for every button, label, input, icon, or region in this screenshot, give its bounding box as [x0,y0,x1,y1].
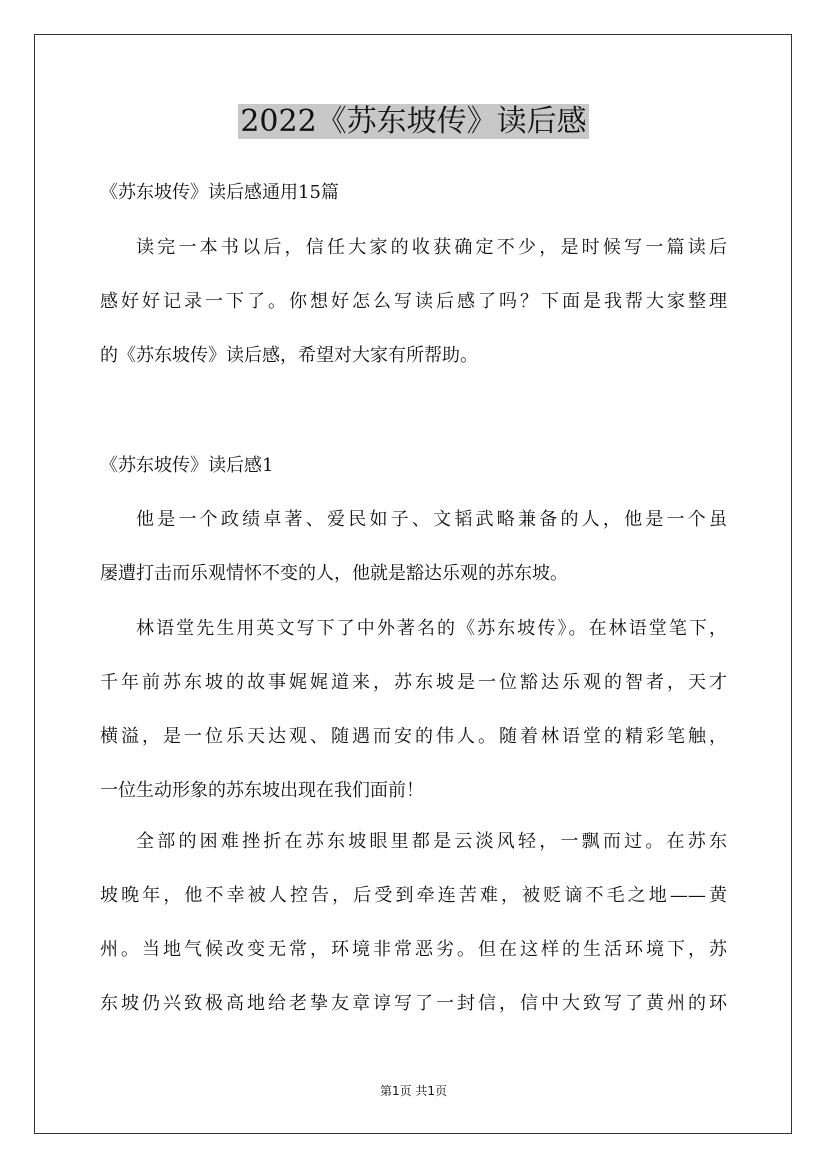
subtitle: 《苏东坡传》读后感通用15篇 [100,182,339,203]
paragraph-line: 屡遭打击而乐观情怀不变的人，他就是豁达乐观的苏东坡。 [100,563,568,584]
intro-line: 读完一本书以后，信任大家的收获确定不少，是时候写一篇读后 [136,237,727,258]
paragraph-line: 千年前苏东坡的故事娓娓道来，苏东坡是一位豁达乐观的智者，天才 [100,672,727,693]
section-heading: 《苏东坡传》读后感1 [100,455,274,476]
page-footer: 第1页 共1页 [379,1084,448,1098]
paragraph-line: 林语堂先生用英文写下了中外著名的《苏东坡传》。在林语堂笔下， [136,618,727,639]
intro-line: 的《苏东坡传》读后感，希望对大家有所帮助。 [100,345,478,366]
paragraph-2 [100,602,727,818]
paragraph-line: 州。当地气候改变无常，环境非常恶劣。但在这样的生活环境下，苏 [100,939,727,960]
document-title-container [0,100,827,144]
paragraph-3 [100,815,727,1031]
paragraph-line: 一位生动形象的苏东坡出现在我们面前！ [100,780,424,801]
paragraph-line: 全部的困难挫折在苏东坡眼里都是云淡风轻，一飘而过。在苏东 [136,831,727,852]
paragraph-1 [100,493,727,601]
paragraph-line: 横溢，是一位乐天达观、随遇而安的伟人。随着林语堂的精彩笔触， [100,726,727,747]
paragraph-line: 他是一个政绩卓著、爱民如子、文韬武略兼备的人，他是一个虽 [136,509,727,530]
paragraph-line: 东坡仍兴致极高地给老挚友章谆写了一封信，信中大致写了黄州的环 [100,993,727,1014]
document-title: 2022《苏东坡传》读后感 [240,104,587,139]
paragraph-line: 坡晚年，他不幸被人控告，后受到牵连苦难，被贬谪不毛之地——黄 [100,885,727,906]
intro-paragraph [100,221,727,383]
intro-line: 感好好记录一下了。你想好怎么写读后感了吗？下面是我帮大家整理 [100,291,727,312]
